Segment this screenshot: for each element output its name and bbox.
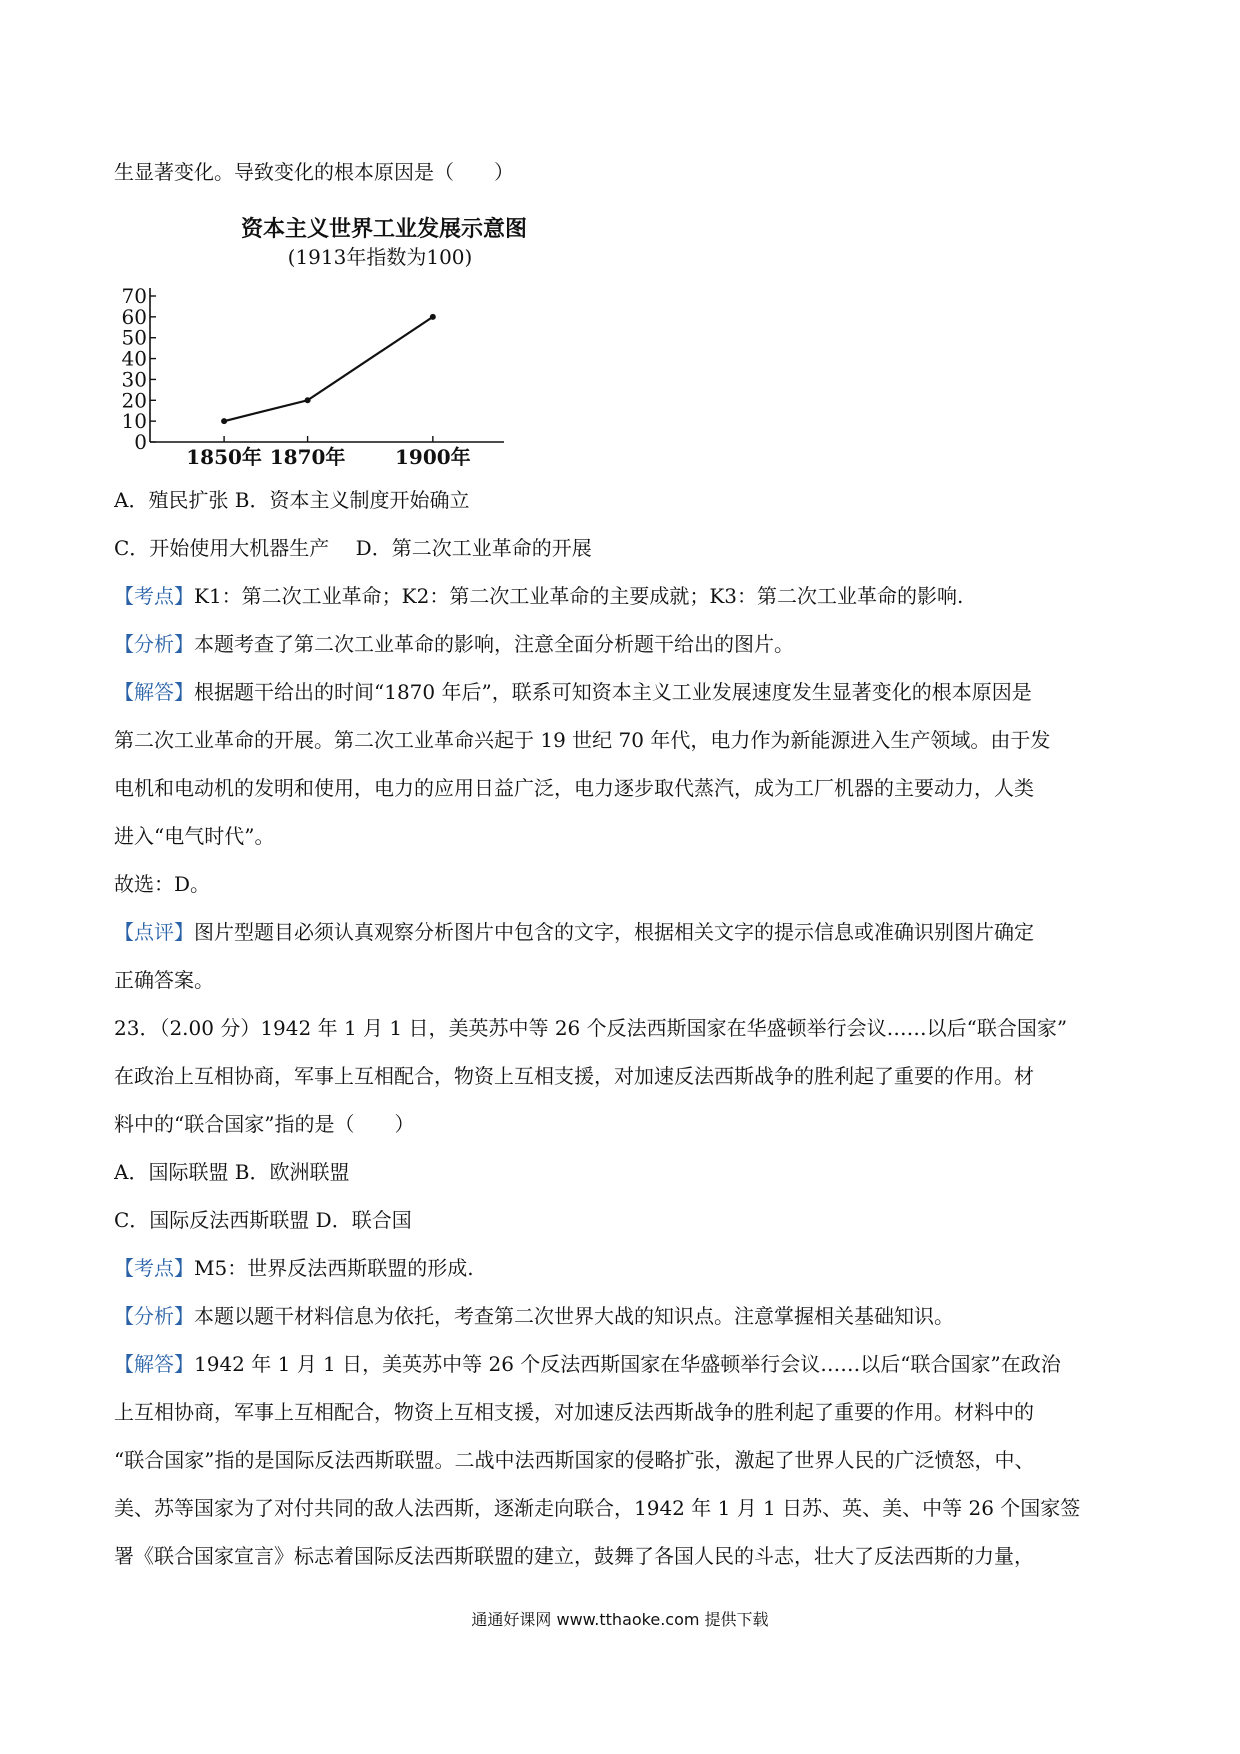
fenxi-text: 本题以题干材料信息为依托，考查第二次世界大战的知识点。注意掌握相关基础知识。 — [194, 1304, 954, 1328]
y-tick-label-60: 60 — [121, 304, 147, 329]
y-tick-label-20: 20 — [121, 388, 147, 413]
q23-jieda-4: 美、苏等国家为了对付共同的敌人法西斯，逐渐走向联合，1942 年 1 月 1 日苏、英、美、中等 26 个国家签 — [114, 1496, 1081, 1520]
chart-title: 资本主义世界工业发展示意图 — [240, 216, 528, 242]
data-point-0-1 — [305, 397, 311, 403]
q22-dianping-2: 正确答案。 — [114, 968, 214, 992]
q22-answer: 故选：D。 — [114, 872, 211, 896]
industry-chart — [114, 204, 584, 466]
jieda-tag: 【解答】 — [114, 1352, 194, 1376]
q23-jieda-5: 署《联合国家宣言》标志着国际反法西斯联盟的建立，鼓舞了各国人民的斗志，壮大了反法西斯的力量， — [114, 1544, 1034, 1568]
chart-subtitle: (1913年指数为100) — [287, 245, 473, 269]
x-tick-label-1: 1870年 — [269, 445, 346, 466]
q23-jieda-3: “联合国家”指的是国际反法西斯联盟。二战中法西斯国家的侵略扩张，激起了世界人民的广泛愤怒，中、 — [114, 1448, 1035, 1472]
kaodian-text: M5：世界反法西斯联盟的形成. — [194, 1256, 474, 1280]
industry-chart-svg — [114, 204, 584, 466]
chart-ticks — [122, 284, 471, 466]
kaodian-tag: 【考点】 — [114, 584, 194, 608]
x-tick-label-0: 1850年 — [186, 445, 262, 466]
y-tick-label-10: 10 — [121, 409, 147, 434]
page-footer: 通通好课网 www.tthaoke.com 提供下载 — [471, 1610, 769, 1629]
q23-kaodian — [114, 1244, 1134, 1292]
q22-jieda-3: 电机和电动机的发明和使用，电力的应用日益广泛，电力逐步取代蒸汽，成为工厂机器的主要动力，人类 — [114, 776, 1034, 800]
q22-kaodian — [114, 572, 1134, 620]
y-tick-label-70: 70 — [121, 284, 147, 308]
x-tick-label-2: 1900年 — [395, 445, 471, 466]
q22-option-line-2: C．开始使用大机器生产 D．第二次工业革命的开展 — [114, 536, 592, 560]
fenxi-tag: 【分析】 — [114, 1304, 194, 1328]
q23-option-line-1: A．国际联盟 B．欧洲联盟 — [114, 1160, 350, 1184]
y-tick-label-50: 50 — [121, 325, 147, 350]
q22-dianping-1 — [114, 908, 1134, 956]
dianping-tag: 【点评】 — [114, 920, 194, 944]
q23-jieda-2: 上互相协商，军事上互相配合，物资上互相支援，对加速反法西斯战争的胜利起了重要的作用。材料中的 — [114, 1400, 1034, 1424]
q23-stem-1: 23．（2.00 分）1942 年 1 月 1 日，美英苏中等 26 个反法西斯国家在华盛顿举行会议……以后“联合国家” — [114, 1016, 1068, 1040]
jieda-text: 1942 年 1 月 1 日，美英苏中等 26 个反法西斯国家在华盛顿举行会议……以后“联合国家”在政治 — [194, 1352, 1061, 1376]
q22-jieda-1 — [114, 668, 1134, 716]
q23-option-line-2: C．国际反法西斯联盟 D．联合国 — [114, 1208, 412, 1232]
q22-fenxi — [114, 620, 1134, 668]
q23-fenxi — [114, 1292, 1134, 1340]
fenxi-tag: 【分析】 — [114, 632, 194, 656]
chart-axes — [150, 288, 504, 442]
series-line-0 — [224, 317, 433, 421]
q22-jieda-2: 第二次工业革命的开展。第二次工业革命兴起于 19 世纪 70 年代，电力作为新能源进入生产领域。由于发 — [114, 728, 1051, 752]
jieda-tag: 【解答】 — [114, 680, 194, 704]
data-point-0-0 — [221, 418, 227, 424]
jieda-text: 根据题干给出的时间“1870 年后”，联系可知资本主义工业发展速度发生显著变化的根本原因是 — [194, 680, 1032, 704]
document-body — [114, 148, 1134, 1580]
data-point-0-2 — [430, 314, 436, 320]
q22-stem-tail: 生显著变化。导致变化的根本原因是（ ） — [114, 160, 514, 184]
q23-stem-3: 料中的“联合国家”指的是（ ） — [114, 1112, 415, 1136]
y-tick-label-30: 30 — [121, 367, 147, 392]
dianping-text: 图片型题目必须认真观察分析图片中包含的文字，根据相关文字的提示信息或准确识别图片确定 — [194, 920, 1034, 944]
q23-stem-2: 在政治上互相协商，军事上互相配合，物资上互相支援，对加速反法西斯战争的胜利起了重要的作用。材 — [114, 1064, 1034, 1088]
fenxi-text: 本题考查了第二次工业革命的影响，注意全面分析题干给出的图片。 — [194, 632, 794, 656]
q22-jieda-4: 进入“电气时代”。 — [114, 824, 275, 848]
kaodian-text: K1：第二次工业革命；K2：第二次工业革命的主要成就；K3：第二次工业革命的影响. — [194, 584, 964, 608]
y-tick-label-0: 0 — [134, 430, 147, 454]
kaodian-tag: 【考点】 — [114, 1256, 194, 1280]
q22-option-line-1: A．殖民扩张 B．资本主义制度开始确立 — [114, 488, 470, 512]
chart-series — [221, 314, 436, 424]
y-tick-label-40: 40 — [121, 346, 147, 371]
q23-jieda-1 — [114, 1340, 1134, 1388]
